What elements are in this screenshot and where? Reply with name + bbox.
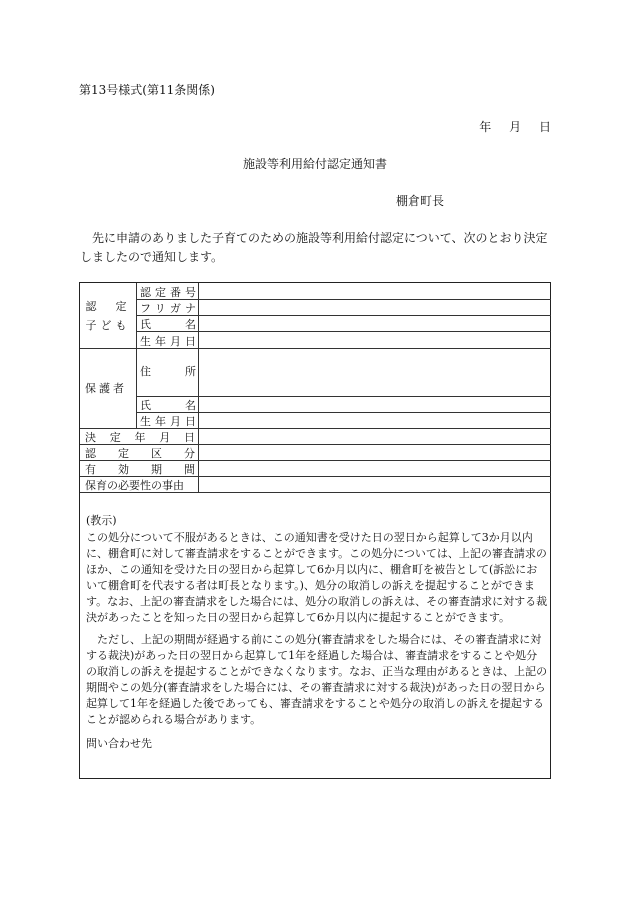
date-year: 年 — [479, 120, 492, 134]
appeal-notice — [86, 513, 548, 752]
document-title: 施設等利用給付認定通知書 — [242, 157, 387, 171]
issuer: 棚倉町長 — [395, 194, 444, 208]
child-group-label: 認 定 子ども — [85, 300, 131, 332]
child-cert-number-label: 認定番号 — [140, 286, 196, 299]
guardian-address-label: 住 所 — [140, 365, 196, 378]
contact-label: 問い合わせ先 — [86, 737, 152, 750]
intro-text — [80, 229, 552, 267]
care-necessity-reason-label: 保育の必要性の事由 — [85, 479, 184, 492]
validity-period-label: 有効期間 — [85, 463, 195, 476]
guardian-group-label: 保護者 — [85, 382, 127, 395]
child-birthdate-label: 生年月日 — [140, 335, 196, 348]
child-furigana-label: フリガナ — [140, 302, 196, 315]
date-day: 日 — [538, 120, 551, 134]
notice-heading: (教示) — [86, 514, 117, 527]
intro-body: 先に申請のありました子育てのための施設等利用給付認定について、次のとおり決定しましたので通知します。 — [80, 231, 548, 264]
decision-date-label: 決定年月日 — [85, 431, 195, 444]
notice-paragraph-2: ただし、上記の期間が経過する前にこの処分(審査請求をした場合には、その審査請求に対する裁決)があった日の翌日から起算して1年を経過した場合は、審査請求をすることや処分の取消しの訴えを提起することができなくなります。なお、正当な理由があるときは、上記の期間やこの処分(審査請求をした場合には、その審査請求に対する裁決)があった日の翌日から起算して1年を経過した後であっても、審査請求をすることや処分の取消しの訴えを提起することが認められる場合があります。 — [86, 633, 548, 726]
date-month: 月 — [509, 120, 522, 134]
form-number: 第13号様式(第11条関係) — [79, 83, 215, 97]
child-name-label: 氏 名 — [140, 318, 196, 331]
guardian-name-label: 氏 名 — [140, 399, 196, 412]
date-line — [469, 118, 551, 135]
cert-category-label: 認定区分 — [85, 447, 195, 460]
guardian-birthdate-label: 生年月日 — [140, 415, 196, 428]
notice-paragraph-1: この処分について不服があるときは、この通知書を受けた日の翌日から起算して3か月以内に、棚倉町に対して審査請求をすることができます。この処分については、上記の審査請求のほか、この通知を受けた日の翌日から起算して6か月以内に、棚倉町を被告として(訴訟において棚倉町を代表する者は町長となります。)、処分の取消しの訴えを提起することができます。なお、上記の審査請求をした場合には、処分の取消しの訴えは、その審査請求に対する裁決があったことを知った日の翌日から起算して6か月以内に提起することができます。 — [86, 531, 548, 624]
